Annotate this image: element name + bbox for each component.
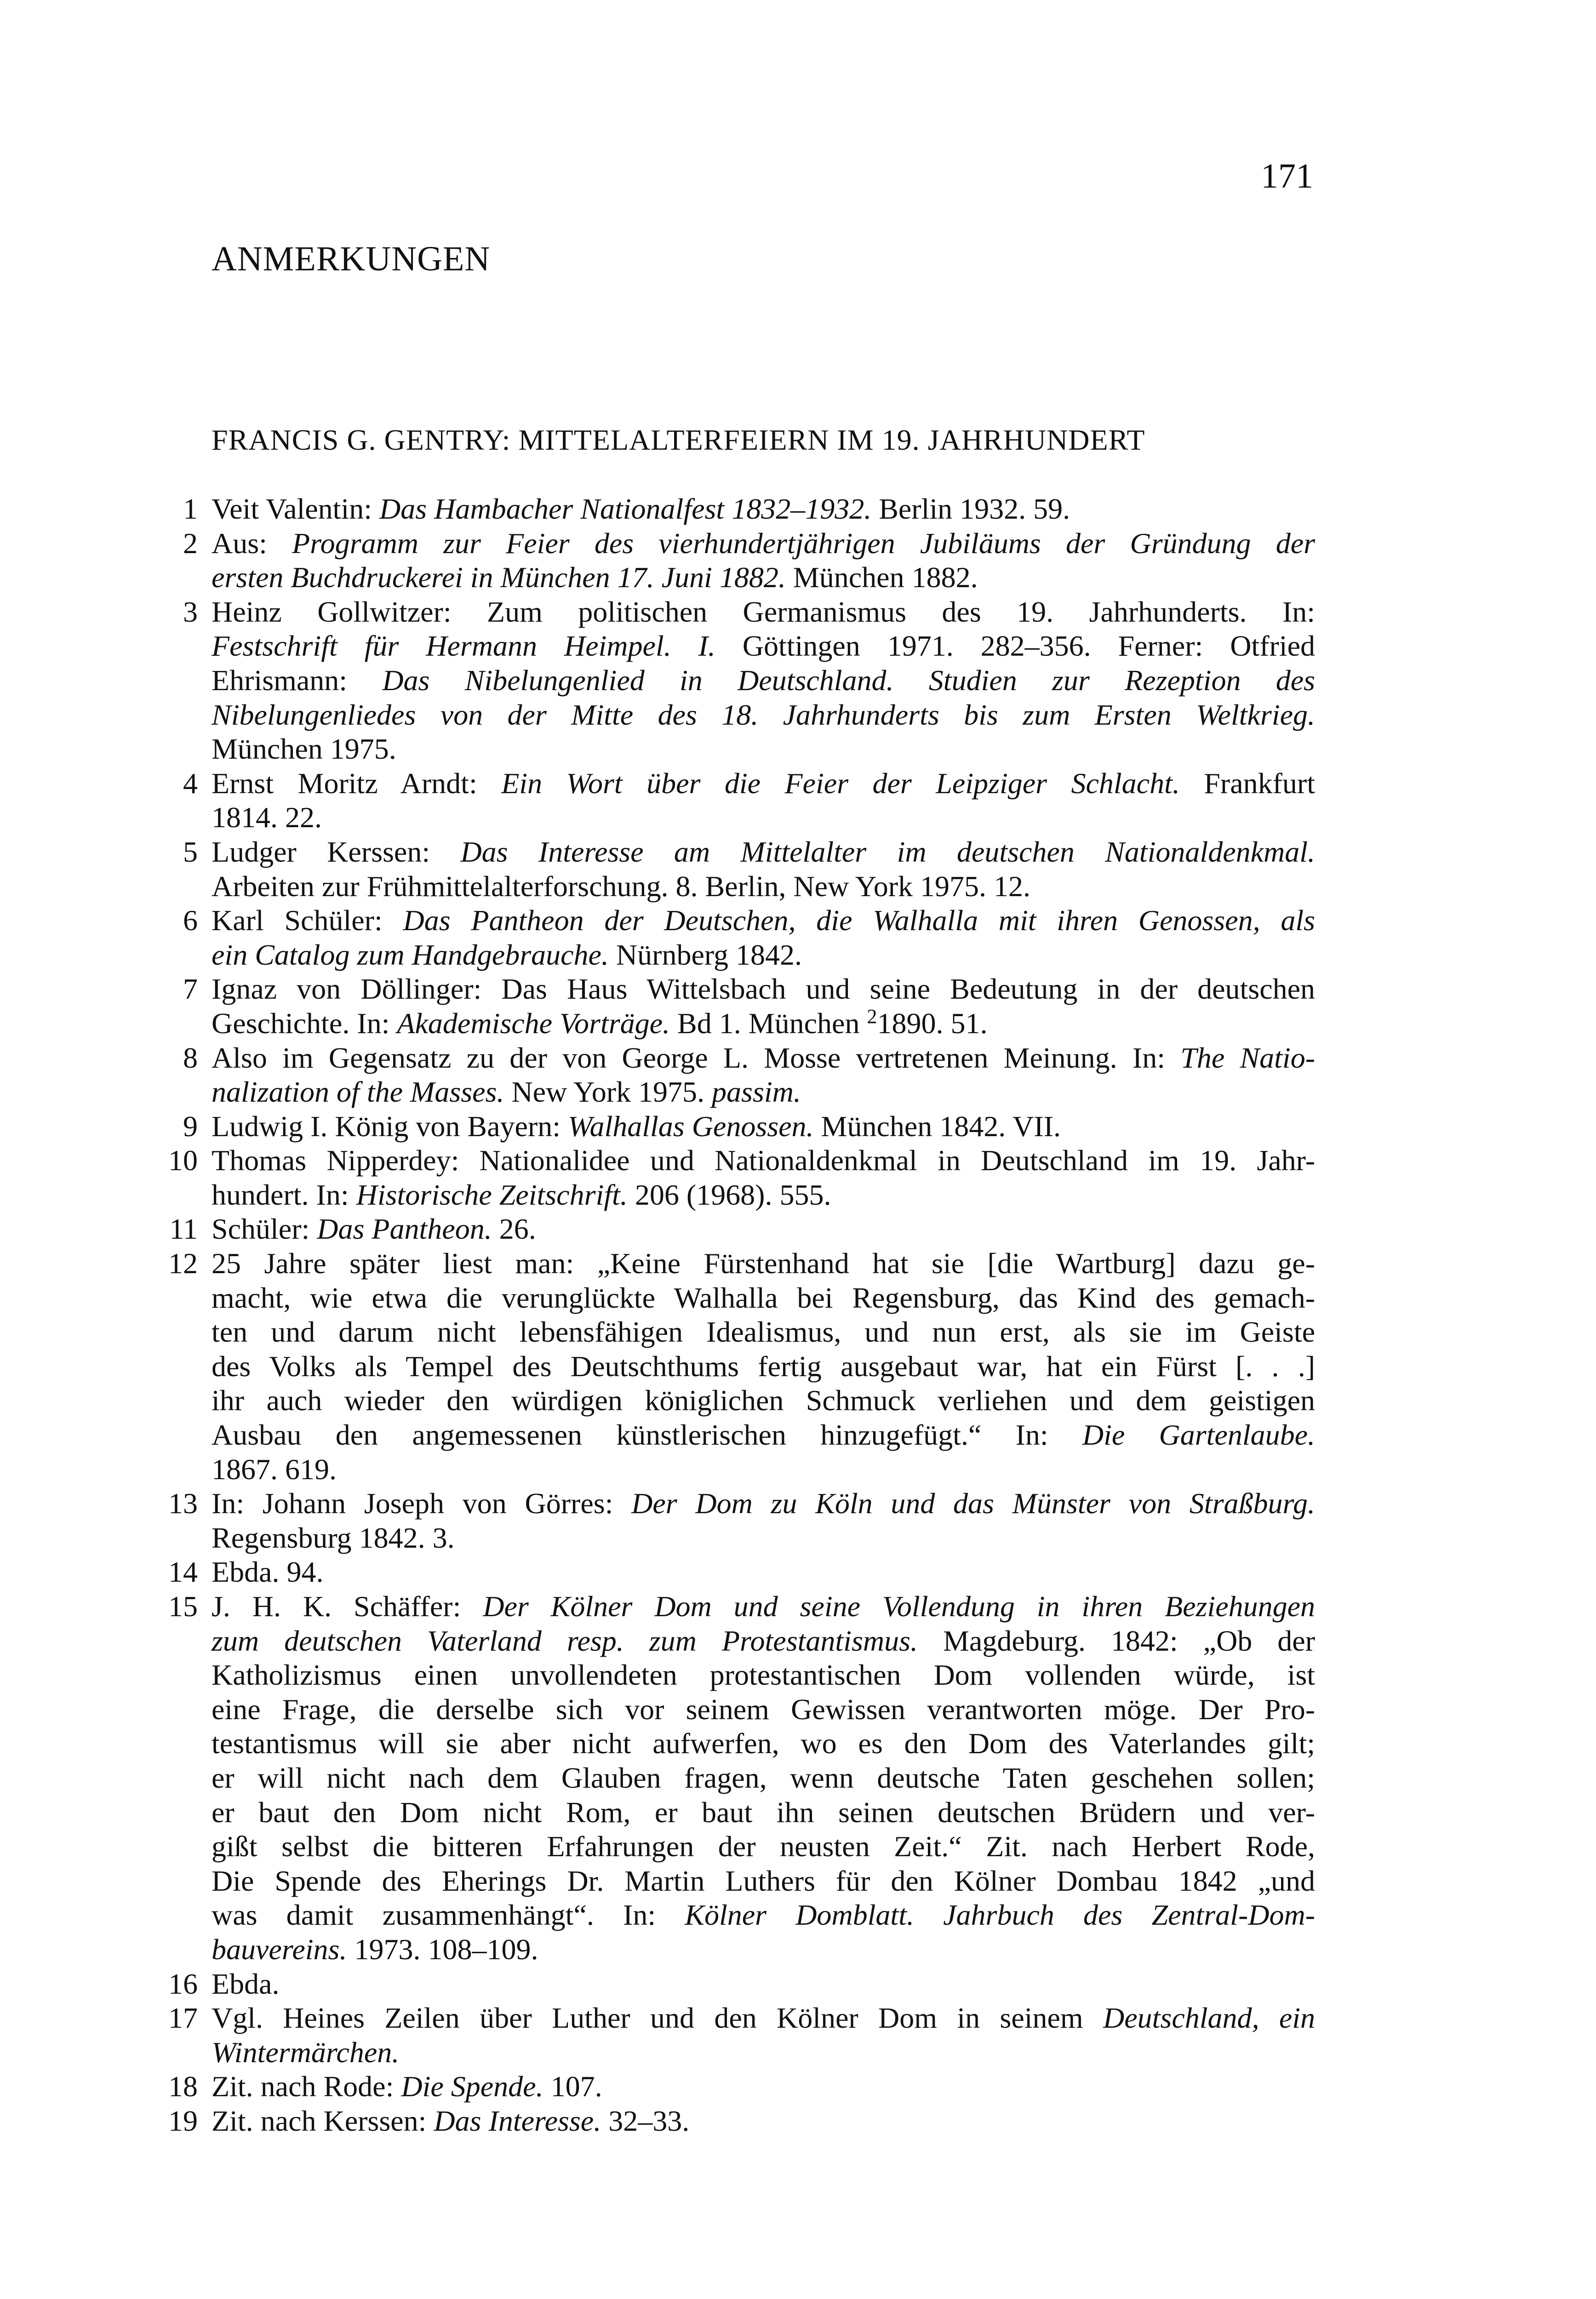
note-text [212, 904, 1315, 972]
note-number: 19 [168, 2104, 198, 2137]
note-line: Die Spende des Eherings Dr. Martin Luthers für den Kölner Dombau 1842 „und [212, 1864, 1315, 1897]
note-number: 5 [183, 835, 198, 868]
note-9 [156, 1109, 1315, 1144]
italic-title: Das Pantheon. [317, 1212, 492, 1246]
note-line: In: Johann Joseph von Görres: Der Dom zu Köln und das Münster von Straßburg. [212, 1487, 1316, 1520]
note-text [212, 835, 1315, 904]
note-line: Aus: Programm zur Feier des vierhundertjährigen Jubiläums der Gründung der [212, 526, 1316, 560]
note-line: testantismus will sie aber nicht aufwerfen, wo es den Dom des Vaterlandes gilt; [212, 1727, 1315, 1760]
note-line: Zit. nach Kerssen: Das Interesse. 32–33. [212, 2104, 690, 2137]
note-line: Schüler: Das Pantheon. 26. [212, 1212, 536, 1246]
italic-title: Akademische Vorträge. [397, 1007, 670, 1040]
note-text [212, 1487, 1315, 1555]
note-line: ihr auch wieder den würdigen königlichen Schmuck verliehen und dem geistigen [212, 1384, 1315, 1417]
note-text [212, 492, 1315, 526]
note-number: 6 [183, 904, 198, 937]
article-title: FRANCIS G. GENTRY: MITTELALTERFEIERN IM 19. JAHRHUNDERT [212, 423, 1145, 456]
note-line: Ausbau den angemessenen künstlerischen hinzugefügt.“ In: Die Gartenlaube. [212, 1418, 1316, 1452]
note-text [212, 1041, 1315, 1109]
note-number: 14 [168, 1556, 198, 1589]
note-line [212, 698, 1315, 732]
note-line: München 1975. [212, 732, 396, 766]
note-19 [156, 2104, 1315, 2139]
note-line: 1867. 619. [212, 1453, 337, 1486]
note-number: 2 [183, 526, 198, 560]
note-line: er baut den Dom nicht Rom, er baut ihn seinen deutschen Brüdern und ver- [212, 1796, 1315, 1829]
note-line: 1814. 22. [212, 801, 322, 834]
note-number: 12 [168, 1247, 198, 1280]
italic-title: Das Interesse am Mittelalter im deutschen Nationaldenkmal. [460, 835, 1316, 868]
note-line: hundert. In: Historische Zeitschrift. 206 (1968). 555. [212, 1178, 831, 1211]
note-number: 4 [183, 766, 198, 800]
italic-title: Deutschland, ein [1103, 2002, 1316, 2035]
note-line: was damit zusammenhängt“. In: Kölner Domblatt. Jahrbuch des Zentral-Dom- [212, 1899, 1315, 1932]
italic-title: ersten Buchdruckerei in München 17. Juni 1882. [212, 561, 786, 594]
italic-title: nalization of the Masses. [212, 1075, 504, 1109]
note-18 [156, 2070, 1315, 2104]
note-6 [156, 904, 1315, 972]
note-text [212, 526, 1315, 595]
notes-list [156, 492, 1315, 2139]
note-line: er will nicht nach dem Glauben fragen, wenn deutsche Taten geschehen sollen; [212, 1761, 1315, 1794]
note-3 [156, 595, 1315, 766]
note-number: 3 [183, 595, 198, 628]
italic-title: zum deutschen Vaterland resp. zum Protestantismus. [212, 1624, 918, 1657]
italic-title: Nibelungenliedes von der Mitte des 18. Jahrhunderts bis zum Ersten Weltkrieg. [212, 698, 1315, 731]
note-text [212, 972, 1315, 1041]
italic-title: Der Kölner Dom und seine Vollendung in ihren Beziehungen [483, 1590, 1316, 1623]
note-number: 10 [168, 1144, 198, 1177]
note-line [212, 2036, 1315, 2070]
note-number: 16 [168, 1967, 198, 2000]
note-number: 8 [183, 1041, 198, 1074]
italic-title: Die Gartenlaube. [1082, 1418, 1316, 1452]
note-7 [156, 972, 1315, 1041]
note-number: 18 [168, 2070, 198, 2103]
note-line: eine Frage, die derselbe sich vor seinem Gewissen verantworten möge. Der Pro- [212, 1693, 1315, 1726]
italic-title: The Natio- [1180, 1041, 1316, 1074]
note-line: nalization of the Masses. New York 1975. passim. [212, 1075, 801, 1109]
note-line: Zit. nach Rode: Die Spende. 107. [212, 2070, 602, 2103]
note-line: Ludger Kerssen: Das Interesse am Mittelalter im deutschen Nationaldenkmal. [212, 835, 1316, 868]
italic-title: passim. [712, 1075, 801, 1109]
note-17 [156, 2001, 1315, 2070]
note-line: gißt selbst die bitteren Erfahrungen der neusten Zeit.“ Zit. nach Herbert Rode, [212, 1830, 1315, 1863]
note-8 [156, 1041, 1315, 1109]
note-line: Ernst Moritz Arndt: Ein Wort über die Feier der Leipziger Schlacht. Frankfurt [212, 766, 1316, 800]
note-text [212, 1967, 1315, 2002]
note-text [212, 595, 1315, 766]
note-14 [156, 1555, 1315, 1590]
note-1 [156, 492, 1315, 526]
note-line: 25 Jahre später liest man: „Keine Fürstenhand hat sie [die Wartburg] dazu ge- [212, 1247, 1315, 1280]
note-5 [156, 835, 1315, 904]
edition-superscript: 2 [867, 1005, 877, 1028]
italic-title: Das Nibelungenlied in Deutschland. Studien zur Rezeption des [382, 663, 1316, 697]
note-text [212, 1212, 1315, 1247]
note-15 [156, 1590, 1315, 1967]
note-text [212, 1109, 1315, 1144]
note-line: macht, wie etwa die verunglückte Walhalla bei Regensburg, das Kind des gemach- [212, 1281, 1315, 1314]
note-2 [156, 526, 1315, 595]
note-line: Heinz Gollwitzer: Zum politischen Germanismus des 19. Jahrhunderts. In: [212, 595, 1315, 628]
italic-title: Das Pantheon der Deutschen, die Walhalla mit ihren Genossen, als [403, 904, 1316, 937]
italic-title: Walhallas Genossen. [568, 1109, 814, 1143]
note-text [212, 766, 1315, 835]
note-text [212, 1247, 1315, 1487]
note-line: Vgl. Heines Zeilen über Luther und den Kölner Dom in seinem Deutschland, ein [212, 2002, 1316, 2035]
italic-title: Die Spende. [401, 2070, 543, 2103]
note-text [212, 1555, 1315, 1590]
note-line: Ignaz von Döllinger: Das Haus Wittelsbach und seine Bedeutung in der deutschen [212, 972, 1315, 1006]
note-line: ersten Buchdruckerei in München 17. Juni 1882. München 1882. [212, 561, 978, 594]
italic-title: Ein Wort über die Feier der Leipziger Schlacht. [501, 766, 1180, 800]
note-number: 15 [168, 1590, 198, 1623]
note-text [212, 2001, 1315, 2070]
note-line: ten und darum nicht lebensfähigen Idealismus, und nun erst, als sie im Geiste [212, 1315, 1315, 1349]
page-number: 171 [1261, 157, 1313, 195]
note-line: J. H. K. Schäffer: Der Kölner Dom und seine Vollendung in ihren Beziehungen [212, 1590, 1316, 1623]
note-number: 1 [183, 492, 198, 525]
note-line: ein Catalog zum Handgebrauche. Nürnberg 1842. [212, 938, 802, 971]
note-line: Katholizismus einen unvollendeten protestantischen Dom vollenden würde, ist [212, 1658, 1315, 1692]
note-number: 13 [168, 1487, 198, 1520]
note-text [212, 2104, 1315, 2139]
note-line: Ludwig I. König von Bayern: Walhallas Genossen. München 1842. VII. [212, 1109, 1061, 1143]
note-number: 11 [169, 1212, 198, 1246]
note-13 [156, 1487, 1315, 1555]
note-line: des Volks als Tempel des Deutschthums fertig ausgebaut war, hat ein Fürst [. . .] [212, 1350, 1315, 1383]
note-line: Regensburg 1842. 3. [212, 1521, 455, 1554]
italic-title: Kölner Domblatt. Jahrbuch des Zentral-Dom- [685, 1899, 1315, 1932]
italic-title: Wintermärchen. [212, 2036, 400, 2069]
note-number: 9 [183, 1109, 198, 1143]
note-11 [156, 1212, 1315, 1247]
italic-title: Programm zur Feier des vierhundertjährigen Jubiläums der Gründung der [292, 526, 1316, 560]
italic-title: Festschrift für Hermann Heimpel. I. [212, 629, 715, 663]
italic-title: Das Interesse. [434, 2104, 601, 2137]
note-line: Karl Schüler: Das Pantheon der Deutschen, die Walhalla mit ihren Genossen, als [212, 904, 1316, 937]
note-line: Also im Gegensatz zu der von George L. Mosse vertretenen Meinung. In: The Natio- [212, 1041, 1316, 1074]
section-heading: ANMERKUNGEN [212, 240, 491, 278]
note-number: 17 [168, 2002, 198, 2035]
note-line: Ebda. 94. [212, 1556, 324, 1589]
italic-title: bauvereins. [212, 1933, 347, 1966]
note-text [212, 1590, 1315, 1967]
note-text [212, 1144, 1315, 1212]
italic-title: Das Hambacher Nationalfest 1832–1932. [379, 492, 872, 525]
note-4 [156, 766, 1315, 835]
note-12 [156, 1247, 1315, 1487]
italic-title: Historische Zeitschrift. [356, 1178, 628, 1211]
note-line: Veit Valentin: Das Hambacher Nationalfest 1832–1932. Berlin 1932. 59. [212, 492, 1070, 525]
note-10 [156, 1144, 1315, 1212]
note-text [212, 2070, 1315, 2104]
note-number: 7 [183, 972, 198, 1006]
italic-title: Der Dom zu Köln und das Münster von Straßburg. [631, 1487, 1316, 1520]
note-line: bauvereins. 1973. 108–109. [212, 1933, 538, 1966]
note-line: Ehrismann: Das Nibelungenlied in Deutschland. Studien zur Rezeption des [212, 663, 1316, 697]
italic-title: ein Catalog zum Handgebrauche. [212, 938, 609, 971]
note-line: Arbeiten zur Frühmittelalterforschung. 8. Berlin, New York 1975. 12. [212, 869, 1031, 903]
note-16 [156, 1967, 1315, 2002]
note-line: Geschichte. In: Akademische Vorträge. Bd 1. München $^2$1890. 51. [212, 1005, 988, 1040]
note-line: Ebda. [212, 1967, 280, 2000]
note-line: Thomas Nipperdey: Nationalidee und Nationaldenkmal in Deutschland im 19. Jahr- [212, 1144, 1315, 1177]
note-line: Festschrift für Hermann Heimpel. I. Göttingen 1971. 282–356. Ferner: Otfried [212, 629, 1316, 663]
note-line: zum deutschen Vaterland resp. zum Protestantismus. Magdeburg. 1842: „Ob der [212, 1624, 1316, 1657]
